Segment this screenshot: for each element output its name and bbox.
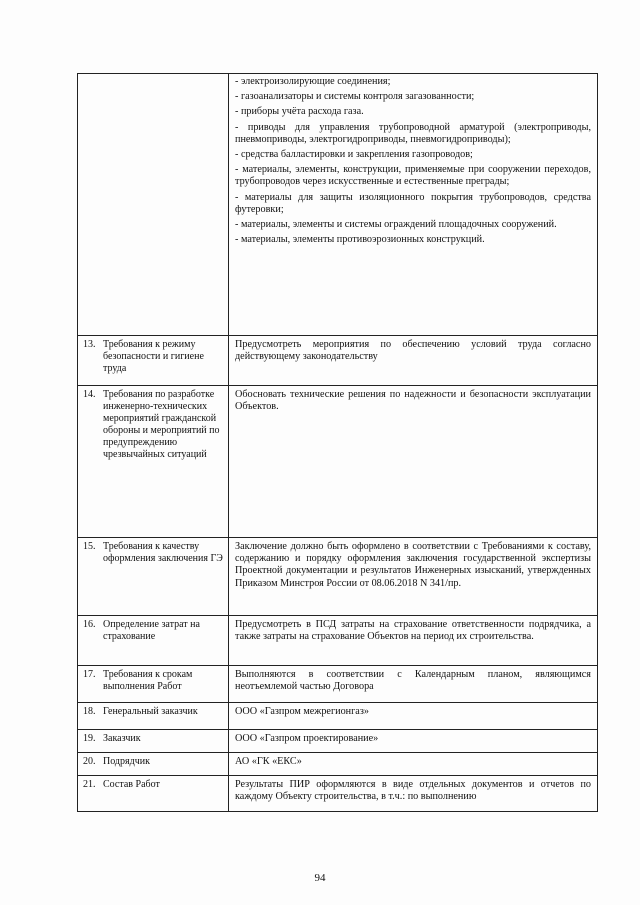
row-title: Определение затрат на страхование	[103, 619, 200, 642]
row-value: Обосновать технические решения по надежности и безопасности эксплуатации Объектов.	[235, 389, 591, 413]
row-value: АО «ГК «ЕКС»	[235, 756, 302, 767]
row-title: Требования к режиму безопасности и гигиене труда	[103, 339, 204, 374]
row-title: Требования по разработке инженерно-технических мероприятий гражданской обороны и мероприятий по предупреждению чрезвычайных ситуаций	[103, 389, 220, 460]
row-number: 13.	[83, 339, 96, 350]
row-value: Выполняются в соответствии с Календарным планом, являющимся неотъемлемой частью Договора	[235, 669, 591, 693]
list-item: - электроизолирующие соединения;	[235, 76, 391, 87]
row-number: 20.	[83, 756, 96, 767]
row-number: 19.	[83, 733, 96, 744]
row-title: Подрядчик	[103, 756, 150, 767]
row-title: Требования к качеству оформления заключения ГЭ	[103, 541, 223, 564]
row-value: ООО «Газпром проектирование»	[235, 733, 379, 744]
list-item: - газоанализаторы и системы контроля загазованности;	[235, 91, 475, 103]
row-title: Состав Работ	[103, 779, 160, 790]
page-number: 94	[314, 872, 326, 884]
table-row	[78, 776, 598, 812]
row-value: Предусмотреть в ПСД затраты на страхование ответственности подрядчика, а также затраты на страхование Объектов на период их строительства.	[235, 619, 591, 643]
table-row	[78, 538, 598, 616]
row-value: Результаты ПИР оформляются в виде отдельных документов и отчетов по каждому Объекту строительства, в т.ч.: по выполнению	[235, 779, 591, 803]
empty-cell	[78, 74, 229, 336]
list-item: - средства балластировки и закрепления газопроводов;	[235, 149, 473, 161]
row-number: 18.	[83, 706, 96, 717]
table-row	[78, 616, 598, 666]
list-cell	[229, 74, 598, 336]
list-item: - материалы, элементы противоэрозионных конструкций.	[235, 234, 485, 246]
table-row	[78, 74, 598, 336]
table-row	[78, 730, 598, 753]
row-title: Генеральный заказчик	[103, 706, 198, 717]
requirements-table	[77, 73, 598, 812]
row-value: ООО «Газпром межрегионгаз»	[235, 706, 369, 717]
row-title: Требования к срокам выполнения Работ	[103, 669, 193, 692]
row-title: Заказчик	[103, 733, 141, 744]
list-item: - приборы учёта расхода газа.	[235, 106, 364, 118]
table-row	[78, 753, 598, 776]
table-row	[78, 703, 598, 730]
row-number: 15.	[83, 541, 96, 552]
table-row	[78, 386, 598, 538]
table-row	[78, 666, 598, 703]
list-item: - приводы для управления трубопроводной арматурой (электроприводы, пневмоприводы, электрогидроприводы, пневмогидроприводы);	[235, 121, 591, 145]
row-number: 17.	[83, 669, 96, 680]
list-item: - материалы, элементы, конструкции, применяемые при сооружении переходов, трубопроводов через искусственные и естественные преграды;	[235, 164, 591, 188]
row-value: Заключение должно быть оформлено в соответствии с Требованиями к составу, содержанию и порядку оформления заключения государственной экспертизы Проектной документации и результатов Инженерных изысканий, утвержденных Приказом Минстроя России от 08.06.2018 N 341/пр.	[235, 541, 591, 589]
list-item: - материалы, элементы и системы ограждений площадочных сооружений.	[235, 219, 557, 231]
row-number: 21.	[83, 779, 96, 790]
list-item: - материалы для защиты изоляционного покрытия трубопроводов, средства футеровки;	[235, 191, 591, 215]
table-row	[78, 336, 598, 386]
row-number: 16.	[83, 619, 96, 630]
row-value: Предусмотреть мероприятия по обеспечению условий труда согласно действующему законодательству	[235, 339, 591, 363]
row-number: 14.	[83, 389, 96, 400]
